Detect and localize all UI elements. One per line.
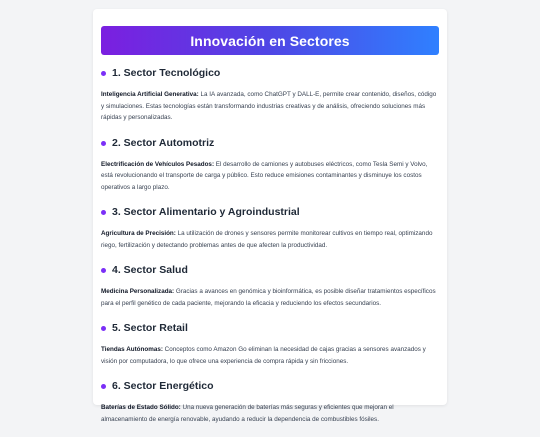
bullet-icon [101, 71, 106, 76]
section-heading-text: 1. Sector Tecnológico [112, 67, 221, 79]
section-health [101, 263, 441, 309]
section-agrifood [101, 205, 441, 251]
section-heading [101, 321, 441, 335]
section-body [101, 228, 441, 251]
bullet-icon [101, 384, 106, 389]
section-body [101, 159, 441, 194]
section-energy [101, 379, 441, 425]
section-term: Inteligencia Artificial Generativa: [101, 91, 199, 98]
section-heading [101, 379, 441, 393]
content-card [93, 9, 447, 423]
section-heading-text: 4. Sector Salud [112, 264, 188, 276]
section-text: Gracias a avances en genómica y bioinformática, es posible diseñar tratamientos específicos para el perfil genético de cada paciente, mejorando la eficacia y reduciendo los efectos secundarios. [101, 288, 436, 307]
bullet-icon [101, 141, 106, 146]
bullet-icon [101, 326, 106, 331]
section-text: Una nueva generación de baterías más seguras y eficientes que mejoran el almacenamiento de energía renovable, ayudando a reducir la dependencia de combustibles fósiles. [101, 404, 394, 423]
bullet-icon [101, 268, 106, 273]
section-text: La utilización de drones y sensores permite monitorear cultivos en tiempo real, optimizando riego, fertilización y detectando problemas antes de que afecten la productividad. [101, 230, 433, 249]
section-heading-text: 5. Sector Retail [112, 322, 188, 334]
bullet-icon [101, 210, 106, 215]
section-term: Electrificación de Vehículos Pesados: [101, 160, 215, 168]
title-banner [101, 26, 439, 55]
section-retail [101, 321, 441, 367]
section-heading [101, 263, 441, 277]
section-text: La IA avanzada, como ChatGPT y DALL-E, permite crear contenido, diseños, código y simulaciones. Estas tecnologías están transformando industrias creativas y de análisis, ofreciendo soluciones más rápidas y personalizadas. [101, 91, 437, 121]
section-body [101, 89, 441, 124]
section-text: Conceptos como Amazon Go eliminan la necesidad de cajas gracias a sensores avanzados y visión por computadora, lo que ofrece una experiencia de compra rápida y sin fricciones. [101, 346, 426, 365]
section-text: El desarrollo de camiones y autobuses eléctricos, como Tesla Semi y Volvo, está revolucionando el transporte de carga y público. Esto reduce emisiones contaminantes y disminuye los costos operativos a largo plazo. [101, 160, 428, 191]
section-heading [101, 136, 441, 150]
section-heading-text: 2. Sector Automotriz [112, 136, 215, 149]
section-heading-text: 6. Sector Energético [112, 380, 214, 392]
page-title: Innovación en Sectores [190, 32, 350, 49]
section-heading [101, 66, 441, 80]
section-body [101, 402, 441, 425]
section-body [101, 344, 441, 367]
section-body [101, 286, 441, 309]
section-term: Medicina Personalizada: [101, 288, 175, 295]
section-automotive [101, 136, 441, 194]
section-heading [101, 205, 441, 219]
section-technology [101, 66, 441, 124]
sections-list [101, 66, 441, 437]
section-term: Agricultura de Precisión: [101, 230, 176, 237]
section-term: Baterías de Estado Sólido: [101, 404, 181, 411]
section-heading-text: 3. Sector Alimentario y Agroindustrial [112, 206, 300, 218]
section-term: Tiendas Autónomas: [101, 346, 163, 353]
